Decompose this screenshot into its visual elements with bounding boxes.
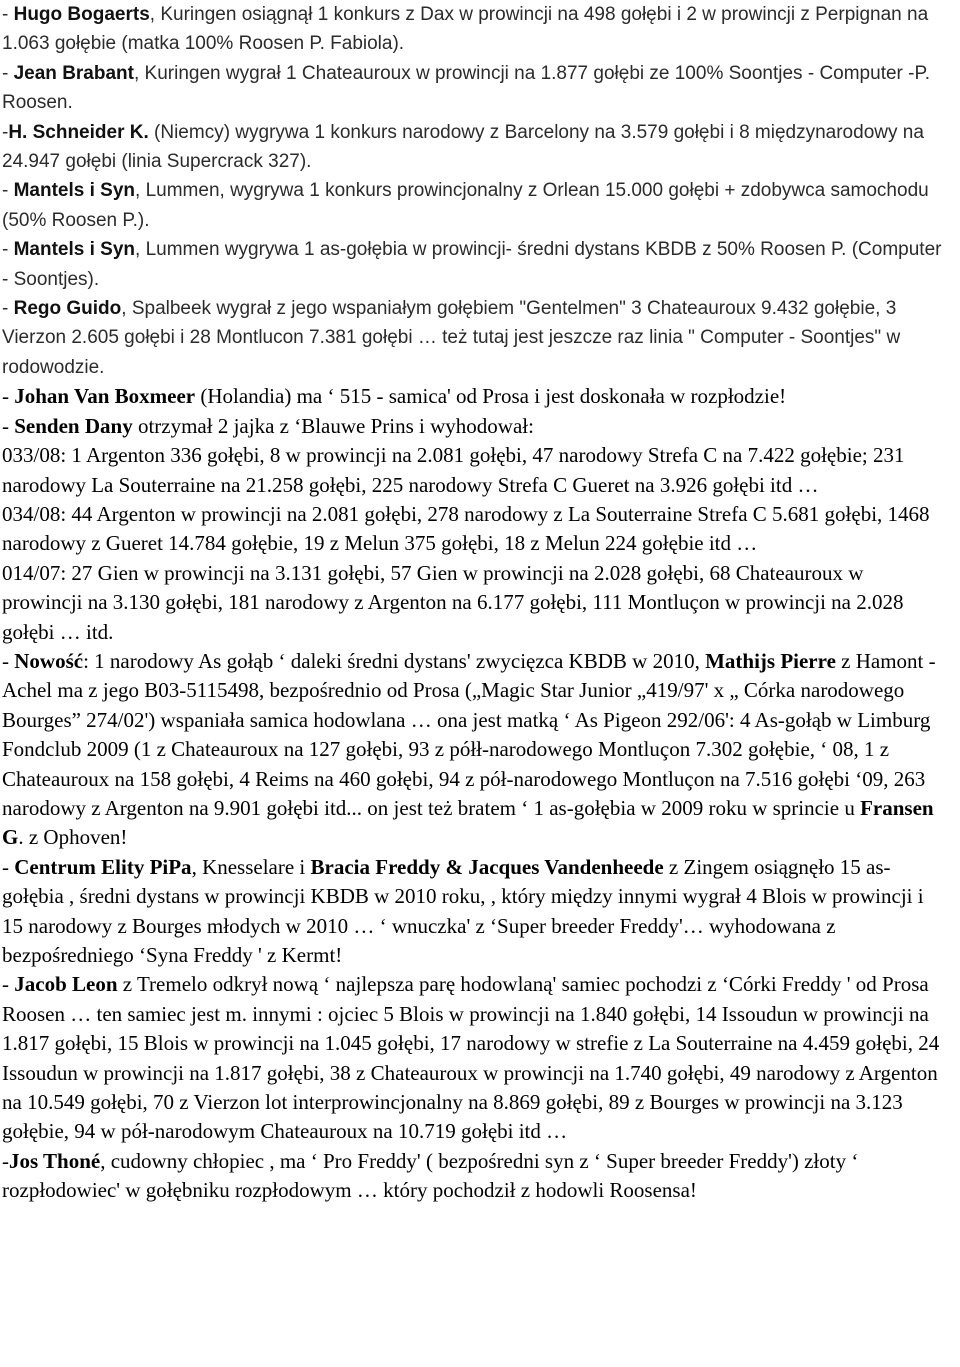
bold-name: Mantels i Syn [13,180,136,202]
bold-name: Mantels i Syn [13,239,136,261]
bold-name: Hugo Bogaerts [13,4,150,25]
paragraph [2,441,946,500]
text-run: , cudowny chłopiec , ma ‘ Pro Freddy' ( bezpośredni syn z ‘ Super breeder Freddy') złoty ‘ rozpłodowiec' w gołębniku rozpłodowym … który pochodził z hodowli Roosensa! [2,1148,859,1203]
bold-name: Mathijs Pierre [705,648,836,673]
text-run: , Kuringen osiągnął 1 konkurs z Dax w prowincji na 498 gołębi i 2 w prowincji z Perpignan na 1.063 gołębie (matka 100% Roosen P. Fabiola). [2,4,929,55]
bold-name: Fransen G [2,795,934,850]
text-run: 014/07: 27 Gien w prowincji na 3.131 gołębi, 57 Gien w prowincji na 2.028 gołębi, 68 Chateauroux w prowincji na 3.130 gołębi, 181 narodowy z Argenton na 6.177 gołębi, 111 Montluçon w prowincji na 2.028 gołębi … itd. [2,560,904,644]
text-run: 033/08: 1 Argenton 336 gołębi, 8 w prowincji na 2.081 gołębi, 47 narodowy Strefa C na 7.422 gołębie; 231 narodowy La Souterraine na 21.258 gołębi, 225 narodowy Strefa C Gueret na 3.926 gołębi itd … [2,443,905,497]
paragraph [2,647,946,853]
bold-name: Jean Brabant [13,62,134,84]
paragraph [2,235,946,294]
text-run: - [2,180,14,202]
text-run: 034/08: 44 Argenton w prowincji na 2.081 gołębi, 278 narodowy z La Souterraine Strefa C 5.681 gołębi, 1468 narodowy z Gueret 14.784 gołębie, 19 z Melun 375 gołębi, 18 z Melun 224 gołębie itd … [2,501,930,556]
text-run: , Lummen, wygrywa 1 konkurs prowincjonalny z Orlean 15.000 gołębi + zdobywca samochodu (50% Roosen P.). [2,180,929,231]
bold-name: Bracia Freddy & Jacques Vandenheede [310,854,664,879]
bold-name: Rego Guido [13,298,122,320]
text-run: z Hamont - Achel ma z jego B03-5115498, bezpośrednio od Prosa („Magic Star Junior „419/97' x „ Córka narodowego Bourges” 274/02') wspaniała samica hodowlana … ona jest matką ‘ As Pigeon 292/06': 4 As-gołąb w Limburg Fondclub 2009 (1 z Chateauroux na 127 gołębi, 93 z półł-narodowego Montluçon 7.302 gołębie, ‘ 08, 1 z Chateauroux na 158 gołębi, 4 Reims na 460 gołębi, 94 z pół-narodowego Montluçon na 7.516 gołębi ‘09, 263 narodowy z Argenton na 9.901 gołębi itd... on jest też bratem ‘ 1 as-gołębia w 2009 roku w sprincie u [2,648,936,820]
text-run: - [2,972,15,997]
bold-name: Jos Thoné [9,1148,101,1173]
bold-name: Senden Dany [14,413,133,438]
bold-name: Centrum Elity PiPa [14,854,192,879]
text-run: - [2,384,15,409]
paragraph [2,1147,946,1206]
text-run: - [2,239,14,261]
text-run: - [2,413,15,438]
text-run: - [2,648,15,673]
text-run: z Zingem osiągnęło 15 as-gołębia , średni dystans w prowincji KBDB w 2010 roku, , który między innymi wygrał 4 Blois w prowincji i 15 narodowy z Bourges młodych w 2010 … ‘ wnuczka' z ‘Super breeder Freddy'… wyhodowana z bezpośredniego ‘Syna Freddy ' z Kermt! [2,854,924,967]
text-run: - [2,854,15,879]
text-run: - [2,4,14,25]
text-run: - [2,62,14,84]
text-run: , Knesselare i [191,854,311,879]
paragraph [2,59,946,118]
paragraph [2,970,946,1146]
paragraph [2,118,946,177]
bold-name: Nowość [14,648,84,673]
bold-name: Jacob Leon [14,972,118,997]
bold-name: H. Schneider K. [8,121,149,143]
paragraph [2,0,946,59]
paragraph [2,382,946,411]
text-run: , Lummen wygrywa 1 as-gołębia w prowincji- średni dystans KBDB z 50% Roosen P. (Computer - Soontjes). [2,239,942,290]
paragraph [2,853,946,971]
text-run: z Tremelo odkrył nową ‘ najlepsza parę hodowlaną' samiec pochodzi z ‘Córki Freddy ' od Prosa Roosen … ten samiec jest m. innymi : ojciec 5 Blois w prowincji na 1.840 gołębi, 14 Issoudun w prowincji na 1.817 gołębi, 15 Blois w prowincji na 1.045 gołębi, 17 narodowy w strefie z La Souterraine na 4.459 gołębi, 24 Issoudun w prowincji na 1.817 gołębi, 38 z Chateauroux w prowincji na 1.740 gołębi, 49 narodowy z Argenton na 10.549 gołębi, 70 z Vierzon lot interprowincjonalny na 8.869 gołębi, 89 z Bourges w prowincji na 3.123 gołębie, 94 w pół-narodowym Chateauroux na 10.719 gołębi itd … [2,972,940,1144]
text-run: : 1 narodowy As gołąb ‘ daleki średni dystans' zwycięzca KBDB w 2010, [83,648,706,673]
paragraph [2,294,946,382]
text-run: otrzymał 2 jajka z ‘Blauwe Prins i wyhodował: [132,413,534,438]
paragraph [2,176,946,235]
bold-name: Johan Van Boxmeer [14,384,196,409]
paragraph [2,500,946,559]
text-run: (Niemcy) wygrywa 1 konkurs narodowy z Barcelony na 3.579 gołębi i 8 międzynarodowy na 24.947 gołębi (linia Supercrack 327). [2,121,924,173]
paragraph [2,559,946,647]
text-run: , Spalbeek wygrał z jego wspaniałym gołębiem "Gentelmen" 3 Chateauroux 9.432 gołębie, 3 Vierzon 2.605 gołębi i 28 Montlucon 7.381 gołębi … też tutaj jest jeszcze raz linia " Computer - Soontjes" w rodowodzie. [2,298,901,378]
text-run: - [2,121,9,143]
text-run: , Kuringen wygrał 1 Chateauroux w prowincji na 1.877 gołębi ze 100% Soontjes - Computer -P. Roosen. [2,62,930,114]
text-run: (Holandia) ma ‘ 515 - samica' od Prosa i jest doskonała w rozpłodzie! [195,384,787,409]
paragraph [2,412,946,441]
text-run: . z Ophoven! [18,825,128,850]
text-run: - [2,1148,9,1173]
text-run: - [2,298,14,320]
